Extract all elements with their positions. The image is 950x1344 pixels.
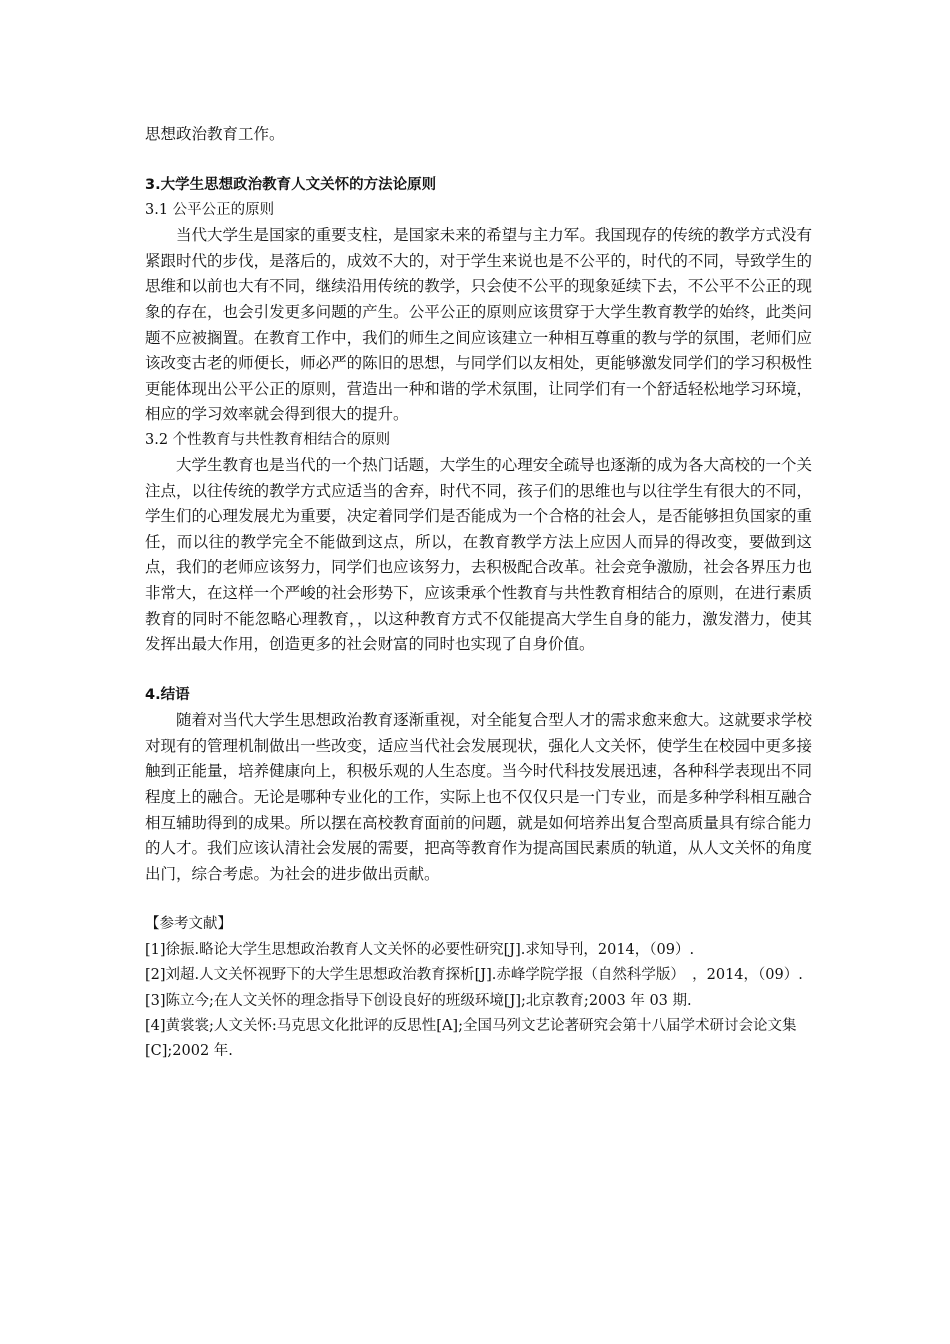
references-heading: 【参考文献】: [145, 916, 232, 933]
section-4-heading: 4.结语: [145, 686, 190, 703]
section-4-body: 随着对当代大学生思想政治教育逐渐重视，对全能复合型人才的需求愈来愈大。这就要求学校对现有的管理机制做出一些改变，适应当代社会发展现状，强化人文关怀，使学生在校园中更多接触到正能量，培养健康向上，积极乐观的人生态度。当今时代科技发展迅速，各种科学表现出不同程度上的融合。无论是哪种专业化的工作，实际上也不仅仅只是一门专业，而是多种学科相互融合相互辅助得到的成果。所以摆在高校教育面前的问题，就是如何培养出复合型高质量具有综合能力的人才。我们应该认清社会发展的需要，把高等教育作为提高国民素质的轨道，从人文关怀的角度出门，综合考虑。为社会的进步做出贡献。: [145, 711, 812, 883]
intro-tail-paragraph: 思想政治教育工作。: [145, 125, 285, 143]
section-3-heading: 3.大学生思想政治教育人文关怀的方法论原则: [145, 176, 437, 193]
document-page: [145, 122, 812, 1065]
reference-item: [3]陈立今;在人文关怀的理念指导下创设良好的班级环境[J];北京教育;2003 年 03 期.: [145, 992, 692, 1009]
section-3-1-title: 3.1 公平公正的原则: [145, 202, 275, 219]
spacer: [145, 148, 812, 173]
reference-item: [4]黄裳裳;人文关怀:马克思文化批评的反思性[A];全国马列文艺论著研究会第十八届学术研讨会论文集[C];2002 年.: [145, 1018, 797, 1060]
spacer: [145, 658, 812, 683]
references-section: [145, 912, 812, 1064]
spacer: [145, 887, 812, 912]
reference-item: [1]徐振.略论大学生思想政治教育人文关怀的必要性研究[J].求知导刊，2014，（09）.: [145, 941, 695, 958]
section-3-1-body: 当代大学生是国家的重要支柱，是国家未来的希望与主力军。我国现存的传统的教学方式没有紧跟时代的步伐，是落后的，成效不大的，对于学生来说也是不公平的，时代的不同，导致学生的思维和以前也大有不同，继续沿用传统的教学，只会使不公平的现象延续下去，不公平不公正的现象的存在，也会引发更多问题的产生。公平公正的原则应该贯穿于大学生教育教学的始终，此类问题不应被搁置。在教育工作中，我们的师生之间应该建立一种相互尊重的教与学的氛围，老师们应该改变古老的师便长，师必严的陈旧的思想，与同学们以友相处，更能够激发同学们的学习积极性更能体现出公平公正的原则，营造出一种和谐的学术氛围，让同学们有一个舒适轻松地学习环境，相应的学习效率就会得到很大的提升。: [145, 226, 812, 424]
reference-item: [2]刘超.人文关怀视野下的大学生思想政治教育探析[J].赤峰学院学报（自然科学版） ，2014，（09）.: [145, 967, 803, 984]
section-3-2-body: 大学生教育也是当代的一个热门话题，大学生的心理安全疏导也逐渐的成为各大高校的一个关注点，以往传统的教学方式应适当的舍弃，时代不同，孩子们的思维也与以往学生有很大的不同，学生们的心理发展尤为重要，决定着同学们是否能成为一个合格的社会人，是否能够担负国家的重任，而以往的教学完全不能做到这点，所以，在教育教学方法上应因人而异的得改变，要做到这点，我们的老师应该努力，同学们也应该努力，去积极配合改革。社会竞争激励，社会各界压力也非常大，在这样一个严峻的社会形势下，应该秉承个性教育与共性教育相结合的原则，在进行素质教育的同时不能忽略心理教育，，以这种教育方式不仅能提高大学生自身的能力，激发潜力，使其发挥出最大作用，创造更多的社会财富的同时也实现了自身价值。: [145, 455, 812, 654]
section-3-2-title: 3.2 个性教育与共性教育相结合的原则: [145, 431, 391, 448]
